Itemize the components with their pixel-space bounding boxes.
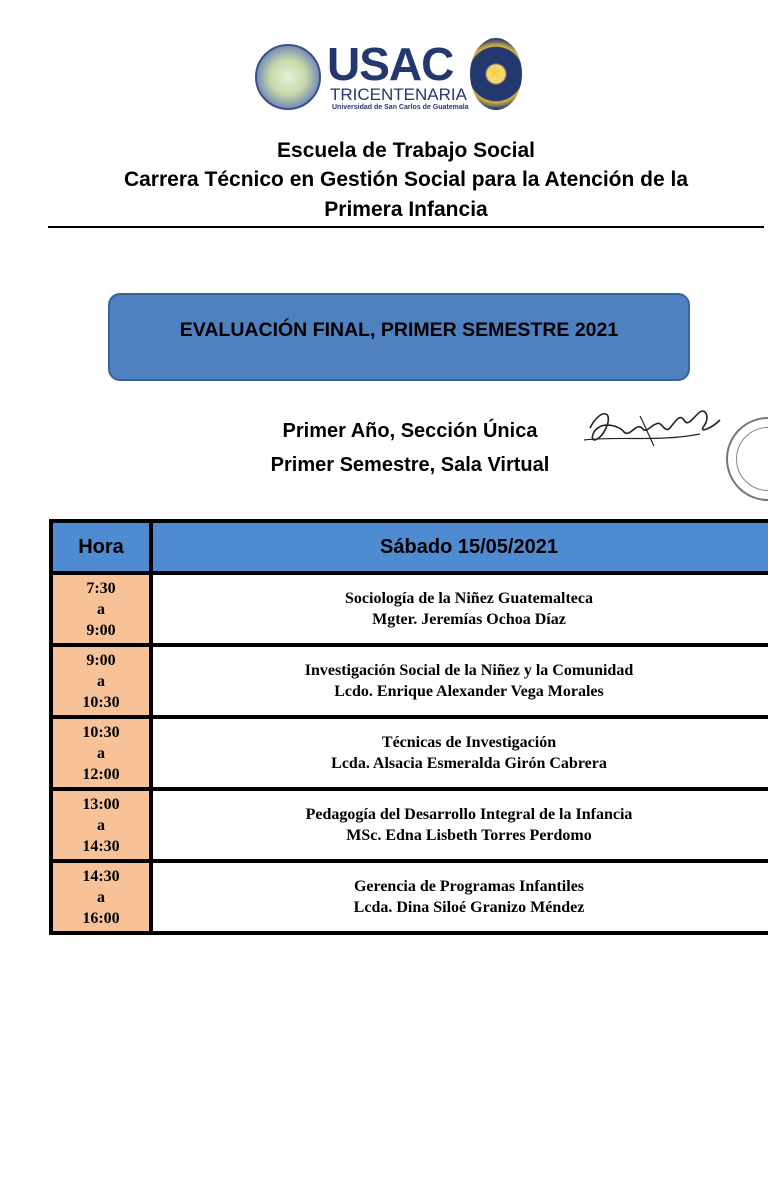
teacher-name: Lcda. Alsacia Esmeralda Girón Cabrera (331, 755, 607, 772)
signature-image (580, 398, 728, 454)
table-row (51, 861, 768, 933)
tricentenary-seal-icon (470, 38, 522, 110)
course-name: Técnicas de Investigación (381, 734, 557, 751)
teacher-name: Mgter. Jeremías Ochoa Díaz (372, 611, 566, 628)
teacher-name: MSc. Edna Lisbeth Torres Perdomo (346, 827, 592, 844)
official-stamp-icon (726, 417, 768, 501)
column-header-time: Hora (51, 521, 151, 573)
evaluation-title: EVALUACIÓN FINAL, PRIMER SEMESTRE 2021 (179, 318, 619, 341)
end-time: 16:00 (82, 909, 120, 927)
time-cell (51, 717, 151, 789)
course-name: Gerencia de Programas Infantiles (353, 878, 585, 895)
course-cell (151, 861, 768, 933)
end-time: 10:30 (82, 693, 120, 711)
school-name: Escuela de Trabajo Social (277, 139, 535, 162)
table-header-row (51, 521, 768, 573)
end-time: 9:00 (86, 621, 116, 639)
usac-logo (255, 38, 525, 113)
end-time: 14:30 (82, 837, 120, 855)
table-row (51, 717, 768, 789)
logo-university: Universidad de San Carlos de Guatemala (332, 104, 469, 111)
career-name-line1: Carrera Técnico en Gestión Social para la Atención de la (123, 168, 689, 191)
start-time: 13:00 (82, 795, 120, 813)
time-separator: a (97, 744, 105, 762)
course-name: Sociología de la Niñez Guatemalteca (345, 590, 593, 607)
schedule-table (49, 519, 768, 935)
start-time: 10:30 (82, 723, 120, 741)
time-cell (51, 573, 151, 645)
column-header-day: Sábado 15/05/2021 (151, 521, 768, 573)
teacher-name: Lcdo. Enrique Alexander Vega Morales (334, 683, 604, 700)
course-cell (151, 573, 768, 645)
semester-room: Primer Semestre, Sala Virtual (270, 454, 550, 476)
logo-tagline: TRICENTENARIA (330, 85, 467, 104)
table-row (51, 789, 768, 861)
logo-brand: USAC (327, 38, 454, 90)
career-name-line2: Primera Infancia (324, 198, 488, 221)
time-cell (51, 789, 151, 861)
university-seal-icon (255, 44, 321, 110)
course-cell (151, 789, 768, 861)
time-separator: a (97, 888, 105, 906)
course-name: Pedagogía del Desarrollo Integral de la Infancia (305, 806, 633, 823)
table-row (51, 573, 768, 645)
course-name: Investigación Social de la Niñez y la Comunidad (304, 662, 634, 679)
course-cell (151, 645, 768, 717)
teacher-name: Lcda. Dina Siloé Granizo Méndez (353, 899, 585, 916)
time-separator: a (97, 672, 105, 690)
time-cell (51, 645, 151, 717)
time-separator: a (97, 600, 105, 618)
table-row (51, 645, 768, 717)
start-time: 9:00 (86, 651, 116, 669)
header-divider (48, 226, 764, 228)
start-time: 7:30 (86, 579, 116, 597)
course-cell (151, 717, 768, 789)
start-time: 14:30 (82, 867, 120, 885)
evaluation-banner (108, 293, 690, 381)
time-separator: a (97, 816, 105, 834)
time-cell (51, 861, 151, 933)
end-time: 12:00 (82, 765, 120, 783)
year-section: Primer Año, Sección Única (282, 420, 538, 442)
